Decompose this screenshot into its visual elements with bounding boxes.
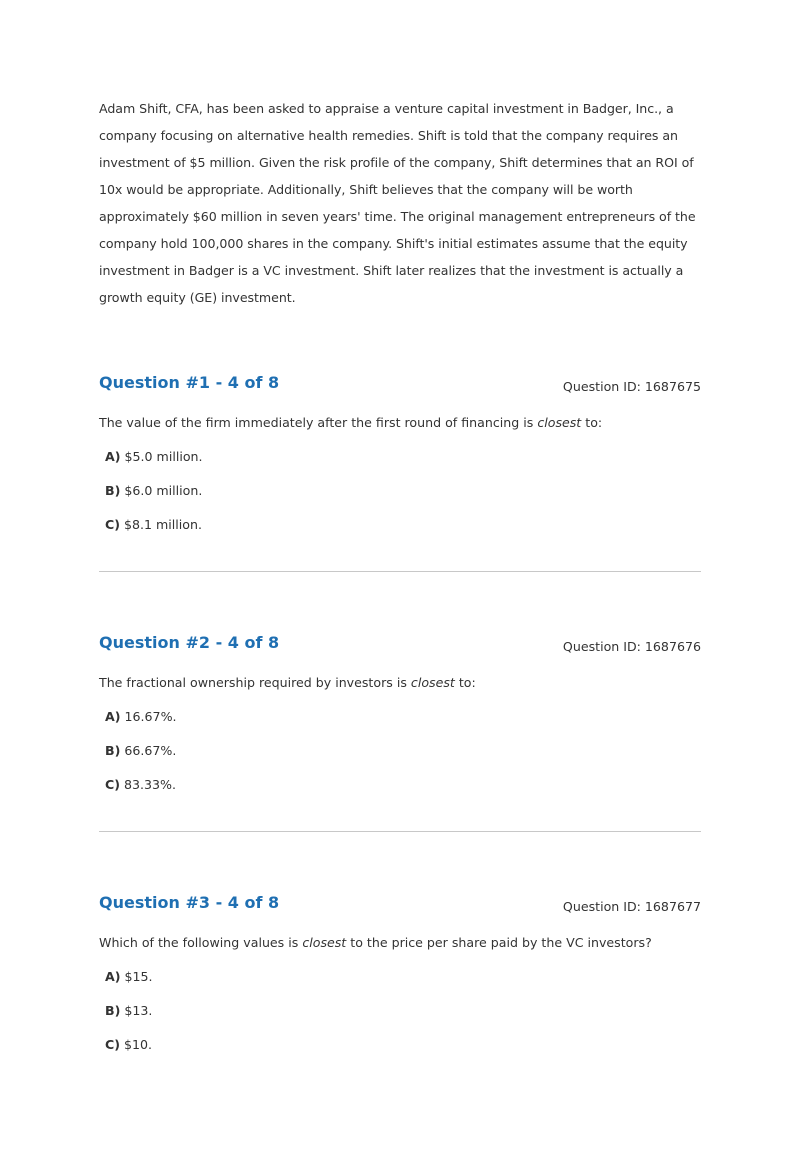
choice-text: $5.0 million. xyxy=(124,449,203,464)
choice-letter: B) xyxy=(105,1003,121,1018)
answer-choice-b[interactable] xyxy=(105,742,701,776)
question-title: Question #3 - 4 of 8 xyxy=(99,893,280,912)
question-id: Question ID: 1687677 xyxy=(562,899,701,914)
question-stem-text: The value of the firm immediately after the first round of financing is xyxy=(99,415,538,430)
choice-text: 16.67%. xyxy=(124,709,177,724)
answer-choices xyxy=(99,968,701,1070)
choice-text: $15. xyxy=(124,969,153,984)
choice-text: $6.0 million. xyxy=(124,483,203,498)
answer-choice-b[interactable] xyxy=(105,1002,701,1036)
question-id: Question ID: 1687676 xyxy=(562,639,701,654)
question-header xyxy=(99,633,701,663)
question-divider xyxy=(99,831,701,832)
question-stem-text-end: to: xyxy=(581,415,603,430)
question-1 xyxy=(99,373,701,550)
answer-choice-c[interactable] xyxy=(105,516,701,550)
choice-letter: A) xyxy=(105,449,121,464)
choice-letter: B) xyxy=(105,483,121,498)
choice-letter: C) xyxy=(105,777,120,792)
question-stem-text-end: to the price per share paid by the VC investors? xyxy=(346,935,652,950)
question-stem-emphasis: closest xyxy=(302,935,347,950)
question-header xyxy=(99,373,701,403)
answer-choice-c[interactable] xyxy=(105,1036,701,1070)
choice-text: $8.1 million. xyxy=(124,517,202,532)
question-stem-text: Which of the following values is xyxy=(99,935,303,950)
question-title: Question #1 - 4 of 8 xyxy=(99,373,280,392)
question-stem-text-end: to: xyxy=(454,675,476,690)
question-stem-emphasis: closest xyxy=(410,675,455,690)
choice-text: $13. xyxy=(124,1003,153,1018)
question-stem xyxy=(99,934,701,952)
choice-letter: A) xyxy=(105,969,121,984)
question-3 xyxy=(99,893,701,1070)
question-stem xyxy=(99,674,701,692)
question-2 xyxy=(99,633,701,810)
answer-choice-a[interactable] xyxy=(105,708,701,742)
answer-choice-b[interactable] xyxy=(105,482,701,516)
case-intro-text: Adam Shift, CFA, has been asked to appraise a venture capital investment in Badger, Inc., a company focusing on alternative health remedies. Shift is told that the company requires an investment of $5 million. Given the risk profile of the company, Shift determines that an ROI of 10x would be appropriate. Additionally, Shift believes that the company will be worth approximately $60 million in seven years' time. The original management entrepreneurs of the company hold 100,000 shares in the company. Shift's initial estimates assume that the equity investment in Badger is a VC investment. Shift later realizes that the investment is actually a growth equity (GE) investment. xyxy=(99,101,696,305)
question-stem-emphasis: closest xyxy=(537,415,582,430)
answer-choice-a[interactable] xyxy=(105,448,701,482)
question-header xyxy=(99,893,701,923)
choice-letter: A) xyxy=(105,709,121,724)
question-title: Question #2 - 4 of 8 xyxy=(99,633,280,652)
choice-letter: C) xyxy=(105,517,120,532)
choice-letter: C) xyxy=(105,1037,120,1052)
answer-choices xyxy=(99,448,701,550)
question-divider xyxy=(99,571,701,572)
answer-choices xyxy=(99,708,701,810)
choice-text: $10. xyxy=(124,1037,153,1052)
answer-choice-c[interactable] xyxy=(105,776,701,810)
answer-choice-a[interactable] xyxy=(105,968,701,1002)
document-page xyxy=(99,95,701,1070)
choice-text: 83.33%. xyxy=(124,777,177,792)
question-id: Question ID: 1687675 xyxy=(562,379,701,394)
choice-letter: B) xyxy=(105,743,121,758)
question-stem xyxy=(99,414,701,432)
choice-text: 66.67%. xyxy=(124,743,177,758)
question-stem-text: The fractional ownership required by investors is xyxy=(99,675,411,690)
